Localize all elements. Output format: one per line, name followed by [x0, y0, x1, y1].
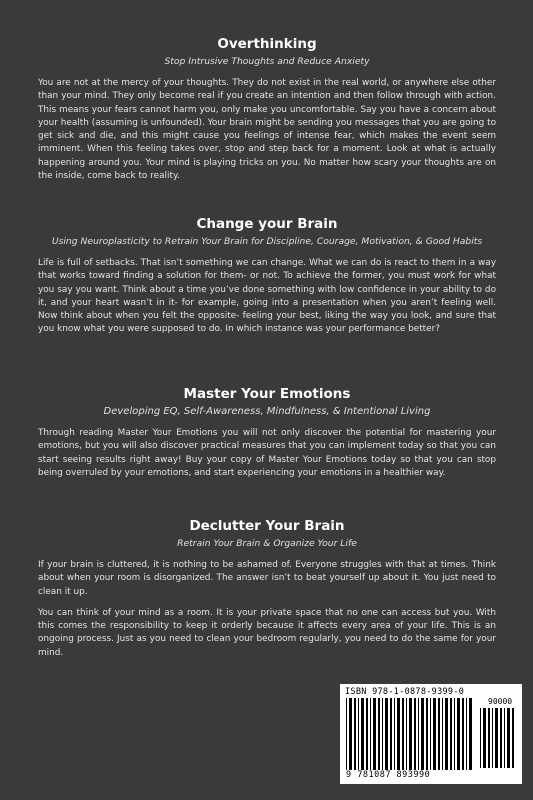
- section-declutter-your-brain: [38, 518, 496, 668]
- barcode-bar: [507, 708, 510, 768]
- barcode-bar: [500, 708, 502, 768]
- section-master-your-emotions: [38, 386, 496, 488]
- barcode-bar: [438, 698, 440, 770]
- barcode-bar: [366, 698, 368, 770]
- section-title: Declutter Your Brain: [189, 518, 345, 534]
- barcode-bar: [402, 698, 404, 770]
- barcode-bar: [504, 708, 505, 768]
- barcode-bar: [495, 708, 498, 768]
- barcode-bar: [409, 698, 412, 770]
- section-subtitle: Developing EQ, Self-Awareness, Mindfulness, & Intentional Living: [103, 406, 431, 417]
- addon-bars: [480, 708, 516, 768]
- section-paragraph: You can think of your mind as a room. It is your private space that no one can access but you. With this comes the responsibility to keep it orderly because it affects every area of your life. This is an ongoing process. Just as you need to clean your bedroom regularly, you need to do the same for your mind.: [38, 607, 496, 658]
- barcode-bar: [454, 698, 455, 770]
- barcode-bar: [349, 698, 352, 770]
- barcode-bar: [354, 698, 356, 770]
- barcode-bar: [445, 698, 448, 770]
- section-title: Master Your Emotions: [183, 386, 351, 402]
- barcode-bar: [361, 698, 364, 770]
- barcode-bar: [378, 698, 380, 770]
- section-overthinking: [38, 36, 496, 191]
- barcode-bar: [512, 708, 514, 768]
- section-paragraph: Through reading Master Your Emotions you will not only discover the potential for mastering your emotions, but you will also discover practical measures that you can implement today so that you can start seeing results right away! Buy your copy of Master Your Emotions today so that you can stop being overruled by your emotions, and start experiencing your emotions in a healthier way.: [38, 428, 496, 478]
- barcode-bar: [418, 698, 419, 770]
- barcode-bar: [433, 698, 436, 770]
- section-paragraph: If your brain is cluttered, it is nothing to be ashamed of. Everyone struggles with that at times. Think about when your room is disorganized. The answer isn’t to beat yourself up about it. You just need to clean it up.: [38, 560, 496, 597]
- section-paragraph: You are not at the mercy of your thoughts. They do not exist in the real world, or anywhere else other than your mind. They only become real if you create an intention and then follow through with action. This means your fears cannot harm you, only make you uncomfortable. Say you have a concern about your health (assuming is unfounded). Your brain might be sending you messages that you are going to get sick and die, and this might cause you feelings of intense fear, which makes the event seem imminent. When this feeling takes over, stop and step back for a moment. Look at what is actually happening around you. Your mind is playing tricks on you. No matter how scary your thoughts are on the inside, come back to reality.: [38, 78, 496, 182]
- barcode-bar: [382, 698, 383, 770]
- barcode-bar: [430, 698, 431, 770]
- barcode-bar: [488, 708, 490, 768]
- section-paragraph: Life is full of setbacks. That isn’t something we can change. What we can do is react to them in a way that works toward finding a solution for them- or not. To achieve the former, you must work for what you say you want. Think about a time you’ve done something with low confidence in your ability to do it, and your heart wasn’t in it- for example, going into a presentation when you aren’t feeling well. Now think about when you felt the opposite- feeling your best, liking the way you look, and sure that you know what you were supposed to do. In which instance was your performance better?: [38, 258, 496, 335]
- barcode-bar: [450, 698, 452, 770]
- section-subtitle: Stop Intrusive Thoughts and Reduce Anxiety: [164, 56, 370, 67]
- barcode-bar: [358, 698, 359, 770]
- barcode-bar: [346, 698, 347, 770]
- barcode-bar: [466, 698, 467, 770]
- barcode-bar: [390, 698, 392, 770]
- barcode-bar: [397, 698, 400, 770]
- barcode-bar: [483, 708, 486, 768]
- barcode-bar: [373, 698, 376, 770]
- barcode-bar: [442, 698, 443, 770]
- barcode-bar: [370, 698, 371, 770]
- section-subtitle: Using Neuroplasticity to Retrain Your Brain for Discipline, Courage, Motivation, & Good Habits: [51, 236, 483, 247]
- price-code-label: 90000: [488, 697, 513, 706]
- barcode-bar: [480, 708, 481, 768]
- barcode-bar: [462, 698, 464, 770]
- ean-number-label: 9 781087 893990: [346, 770, 431, 780]
- isbn-barcode: [340, 684, 522, 784]
- barcode-bar: [421, 698, 424, 770]
- barcode-bar: [426, 698, 428, 770]
- section-title: Overthinking: [217, 36, 317, 52]
- barcode-bar: [469, 698, 472, 770]
- barcode-bar: [406, 698, 407, 770]
- section-change-your-brain: [38, 216, 496, 345]
- barcode-bar: [394, 698, 395, 770]
- barcode-bar: [492, 708, 493, 768]
- barcode-bar: [414, 698, 416, 770]
- ean-bars: [346, 698, 474, 770]
- barcode-bar: [457, 698, 460, 770]
- section-title: Change your Brain: [196, 216, 338, 232]
- isbn-label: ISBN 978-1-0878-9399-0: [345, 687, 465, 697]
- barcode-bar: [385, 698, 388, 770]
- section-subtitle: Retrain Your Brain & Organize Your Life: [177, 538, 357, 549]
